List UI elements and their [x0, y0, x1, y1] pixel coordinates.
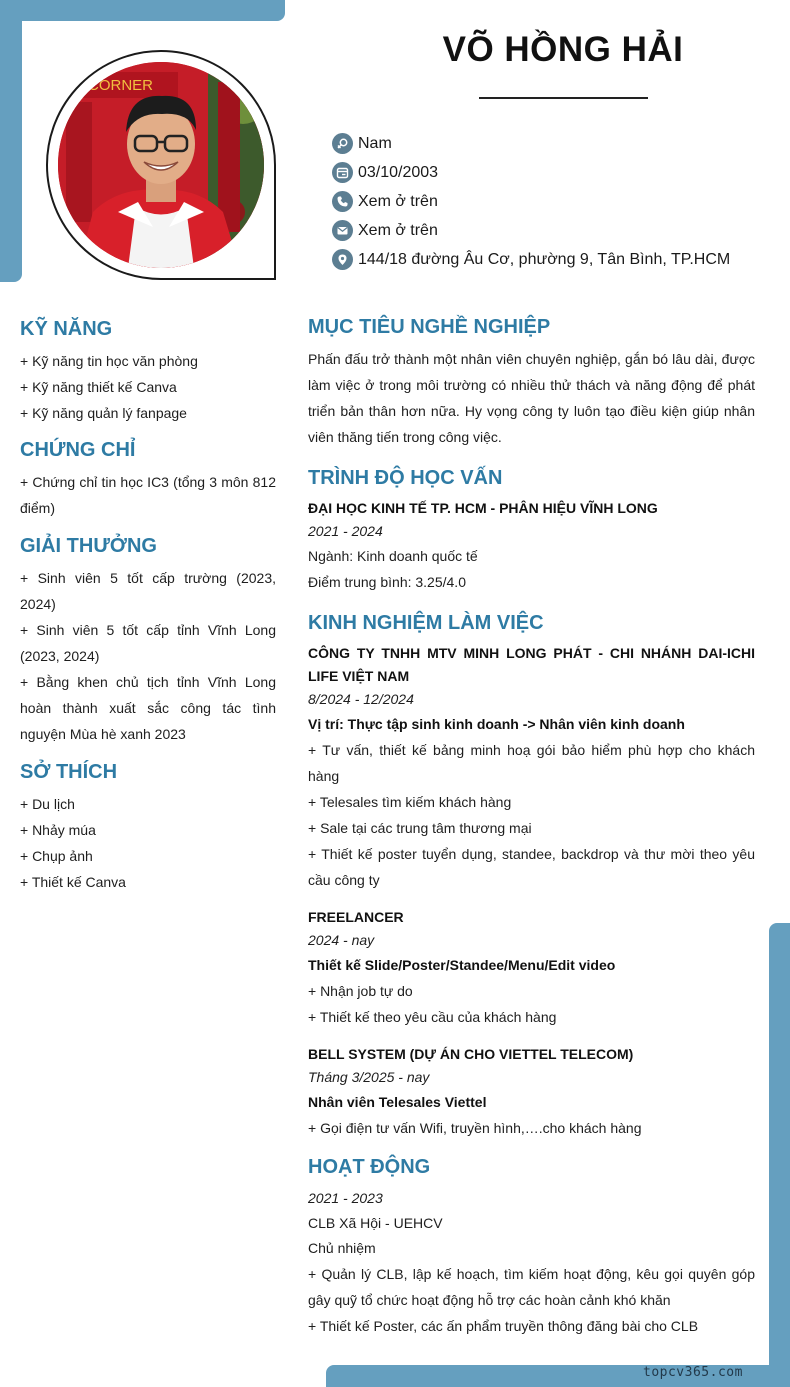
- certificate-item: + Chứng chỉ tin học IC3 (tổng 3 môn 812 điểm): [20, 474, 276, 516]
- hobby-item: + Thiết kế Canva: [20, 874, 126, 890]
- job-task: + Nhận job tự do: [308, 983, 413, 999]
- education-title: TRÌNH ĐỘ HỌC VẤN: [308, 467, 503, 489]
- job-company: FREELANCER: [308, 909, 404, 925]
- email-text: Xem ở trên: [358, 221, 438, 239]
- education-section: [308, 464, 755, 595]
- experience-title: KINH NGHIỆM LÀM VIỆC: [308, 612, 544, 634]
- contact-list: [332, 129, 730, 274]
- skill-item: + Kỹ năng thiết kế Canva: [20, 379, 177, 395]
- awards-title: GIẢI THƯỞNG: [20, 535, 157, 557]
- skill-item: + Kỹ năng tin học văn phòng: [20, 353, 198, 369]
- certificates-section: [20, 436, 276, 521]
- job-company: BELL SYSTEM (DỰ ÁN CHO VIETTEL TELECOM): [308, 1046, 634, 1062]
- birthday-text: 03/10/2003: [358, 163, 439, 181]
- job-entry: [308, 1043, 755, 1141]
- hobby-item: + Nhảy múa: [20, 822, 96, 838]
- job-period: 2024 - nay: [308, 932, 375, 948]
- right-column: [308, 313, 755, 1339]
- education-gpa: Điểm trung bình: 3.25/4.0: [308, 574, 466, 590]
- objective-text: Phấn đấu trở thành một nhân viên chuyên nghiệp, gắn bó lâu dài, được làm việc ở trong môi trường có nhiều thử thách và năng động để phát triển bản thân hơn nữa. Hy vọng công ty luôn tạo điều kiện giúp nhân viên thăng tiến trong công việc.: [308, 351, 755, 445]
- job-task: + Sale tại các trung tâm thương mại: [308, 820, 532, 836]
- award-item: + Sinh viên 5 tốt cấp trường (2023, 2024): [20, 570, 276, 612]
- top-accent-bar: [0, 0, 285, 21]
- candidate-name: VÕ HỒNG HẢI: [442, 30, 684, 69]
- activities-section: [308, 1153, 755, 1339]
- photo-sign-text: CORNER: [88, 77, 154, 94]
- contact-birthday: [332, 158, 730, 187]
- job-task: + Gọi điện tư vấn Wifi, truyền hình,….cho khách hàng: [308, 1120, 642, 1136]
- awards-section: [20, 532, 276, 747]
- address-text: 144/18 đường Âu Cơ, phường 9, Tân Bình, TP.HCM: [358, 250, 731, 268]
- contact-gender: [332, 129, 730, 158]
- objective-section: [308, 313, 755, 450]
- phone-text: Xem ở trên: [358, 192, 438, 210]
- experience-section: [308, 609, 755, 1141]
- contact-address: [332, 245, 730, 274]
- award-item: + Sinh viên 5 tốt cấp tỉnh Vĩnh Long (2023, 2024): [20, 622, 276, 664]
- job-task: + Thiết kế theo yêu cầu của khách hàng: [308, 1009, 557, 1025]
- job-task: + Telesales tìm kiếm khách hàng: [308, 794, 512, 810]
- hobby-item: + Du lịch: [20, 796, 75, 812]
- calendar-icon: [332, 162, 353, 183]
- left-column: [20, 315, 276, 895]
- award-item: + Bằng khen chủ tịch tỉnh Vĩnh Long hoàn thành xuất sắc công tác tình nguyện Mùa hè xanh 2023: [20, 674, 276, 742]
- objective-title: MỤC TIÊU NGHỀ NGHIỆP: [308, 316, 551, 338]
- activity-task: + Quản lý CLB, lập kế hoạch, tìm kiếm hoạt động, kêu gọi quyên góp gây quỹ tổ chức hoạt động hỗ trợ các hoàn cảnh khó khăn: [308, 1266, 755, 1308]
- certificates-title: CHỨNG CHỈ: [20, 439, 136, 461]
- right-accent-bar: [769, 923, 790, 1387]
- location-icon: [332, 249, 353, 270]
- skills-section: [20, 315, 276, 426]
- activity-task: + Thiết kế Poster, các ấn phẩm truyền thông đăng bài cho CLB: [308, 1318, 699, 1334]
- skill-item: + Kỹ năng quản lý fanpage: [20, 405, 187, 421]
- contact-phone: [332, 187, 730, 216]
- job-task: + Thiết kế poster tuyển dụng, standee, backdrop và thư mời theo yêu cầu công ty: [308, 846, 755, 888]
- activity-period: 2021 - 2023: [308, 1190, 383, 1206]
- watermark: topcv365.com: [643, 1365, 743, 1380]
- job-entry: [308, 642, 755, 893]
- hobbies-section: [20, 758, 276, 895]
- name-divider: [479, 97, 648, 99]
- job-entry: [308, 906, 755, 1030]
- left-accent-bar: [0, 0, 22, 282]
- email-icon: [332, 220, 353, 241]
- avatar-frame: [46, 50, 276, 280]
- gender-text: Nam: [358, 134, 392, 152]
- school-name: ĐẠI HỌC KINH TẾ TP. HCM - PHÂN HIỆU VĨNH LONG: [308, 500, 658, 516]
- job-period: Tháng 3/2025 - nay: [308, 1069, 430, 1085]
- job-role: Nhân viên Telesales Viettel: [308, 1094, 487, 1110]
- contact-email: [332, 216, 730, 245]
- job-role: Vị trí: Thực tập sinh kinh doanh -> Nhân viên kinh doanh: [308, 716, 685, 732]
- job-company: CÔNG TY TNHH MTV MINH LONG PHÁT - CHI NHÁNH DAI-ICHI LIFE VIỆT NAM: [308, 645, 755, 684]
- hobbies-title: SỞ THÍCH: [20, 761, 118, 783]
- job-role: Thiết kế Slide/Poster/Standee/Menu/Edit video: [308, 957, 616, 973]
- skills-title: KỸ NĂNG: [20, 318, 113, 340]
- gender-icon: [332, 133, 353, 154]
- activity-role: Chủ nhiệm: [308, 1240, 376, 1256]
- activity-org: CLB Xã Hội - UEHCV: [308, 1215, 443, 1231]
- job-period: 8/2024 - 12/2024: [308, 691, 414, 707]
- education-major: Ngành: Kinh doanh quốc tế: [308, 548, 478, 564]
- avatar: [58, 62, 264, 268]
- hobby-item: + Chụp ảnh: [20, 848, 93, 864]
- activities-title: HOẠT ĐỘNG: [308, 1156, 431, 1178]
- job-task: + Tư vấn, thiết kế bảng minh hoạ gói bảo hiểm phù hợp cho khách hàng: [308, 742, 755, 784]
- education-period: 2021 - 2024: [308, 523, 383, 539]
- phone-icon: [332, 191, 353, 212]
